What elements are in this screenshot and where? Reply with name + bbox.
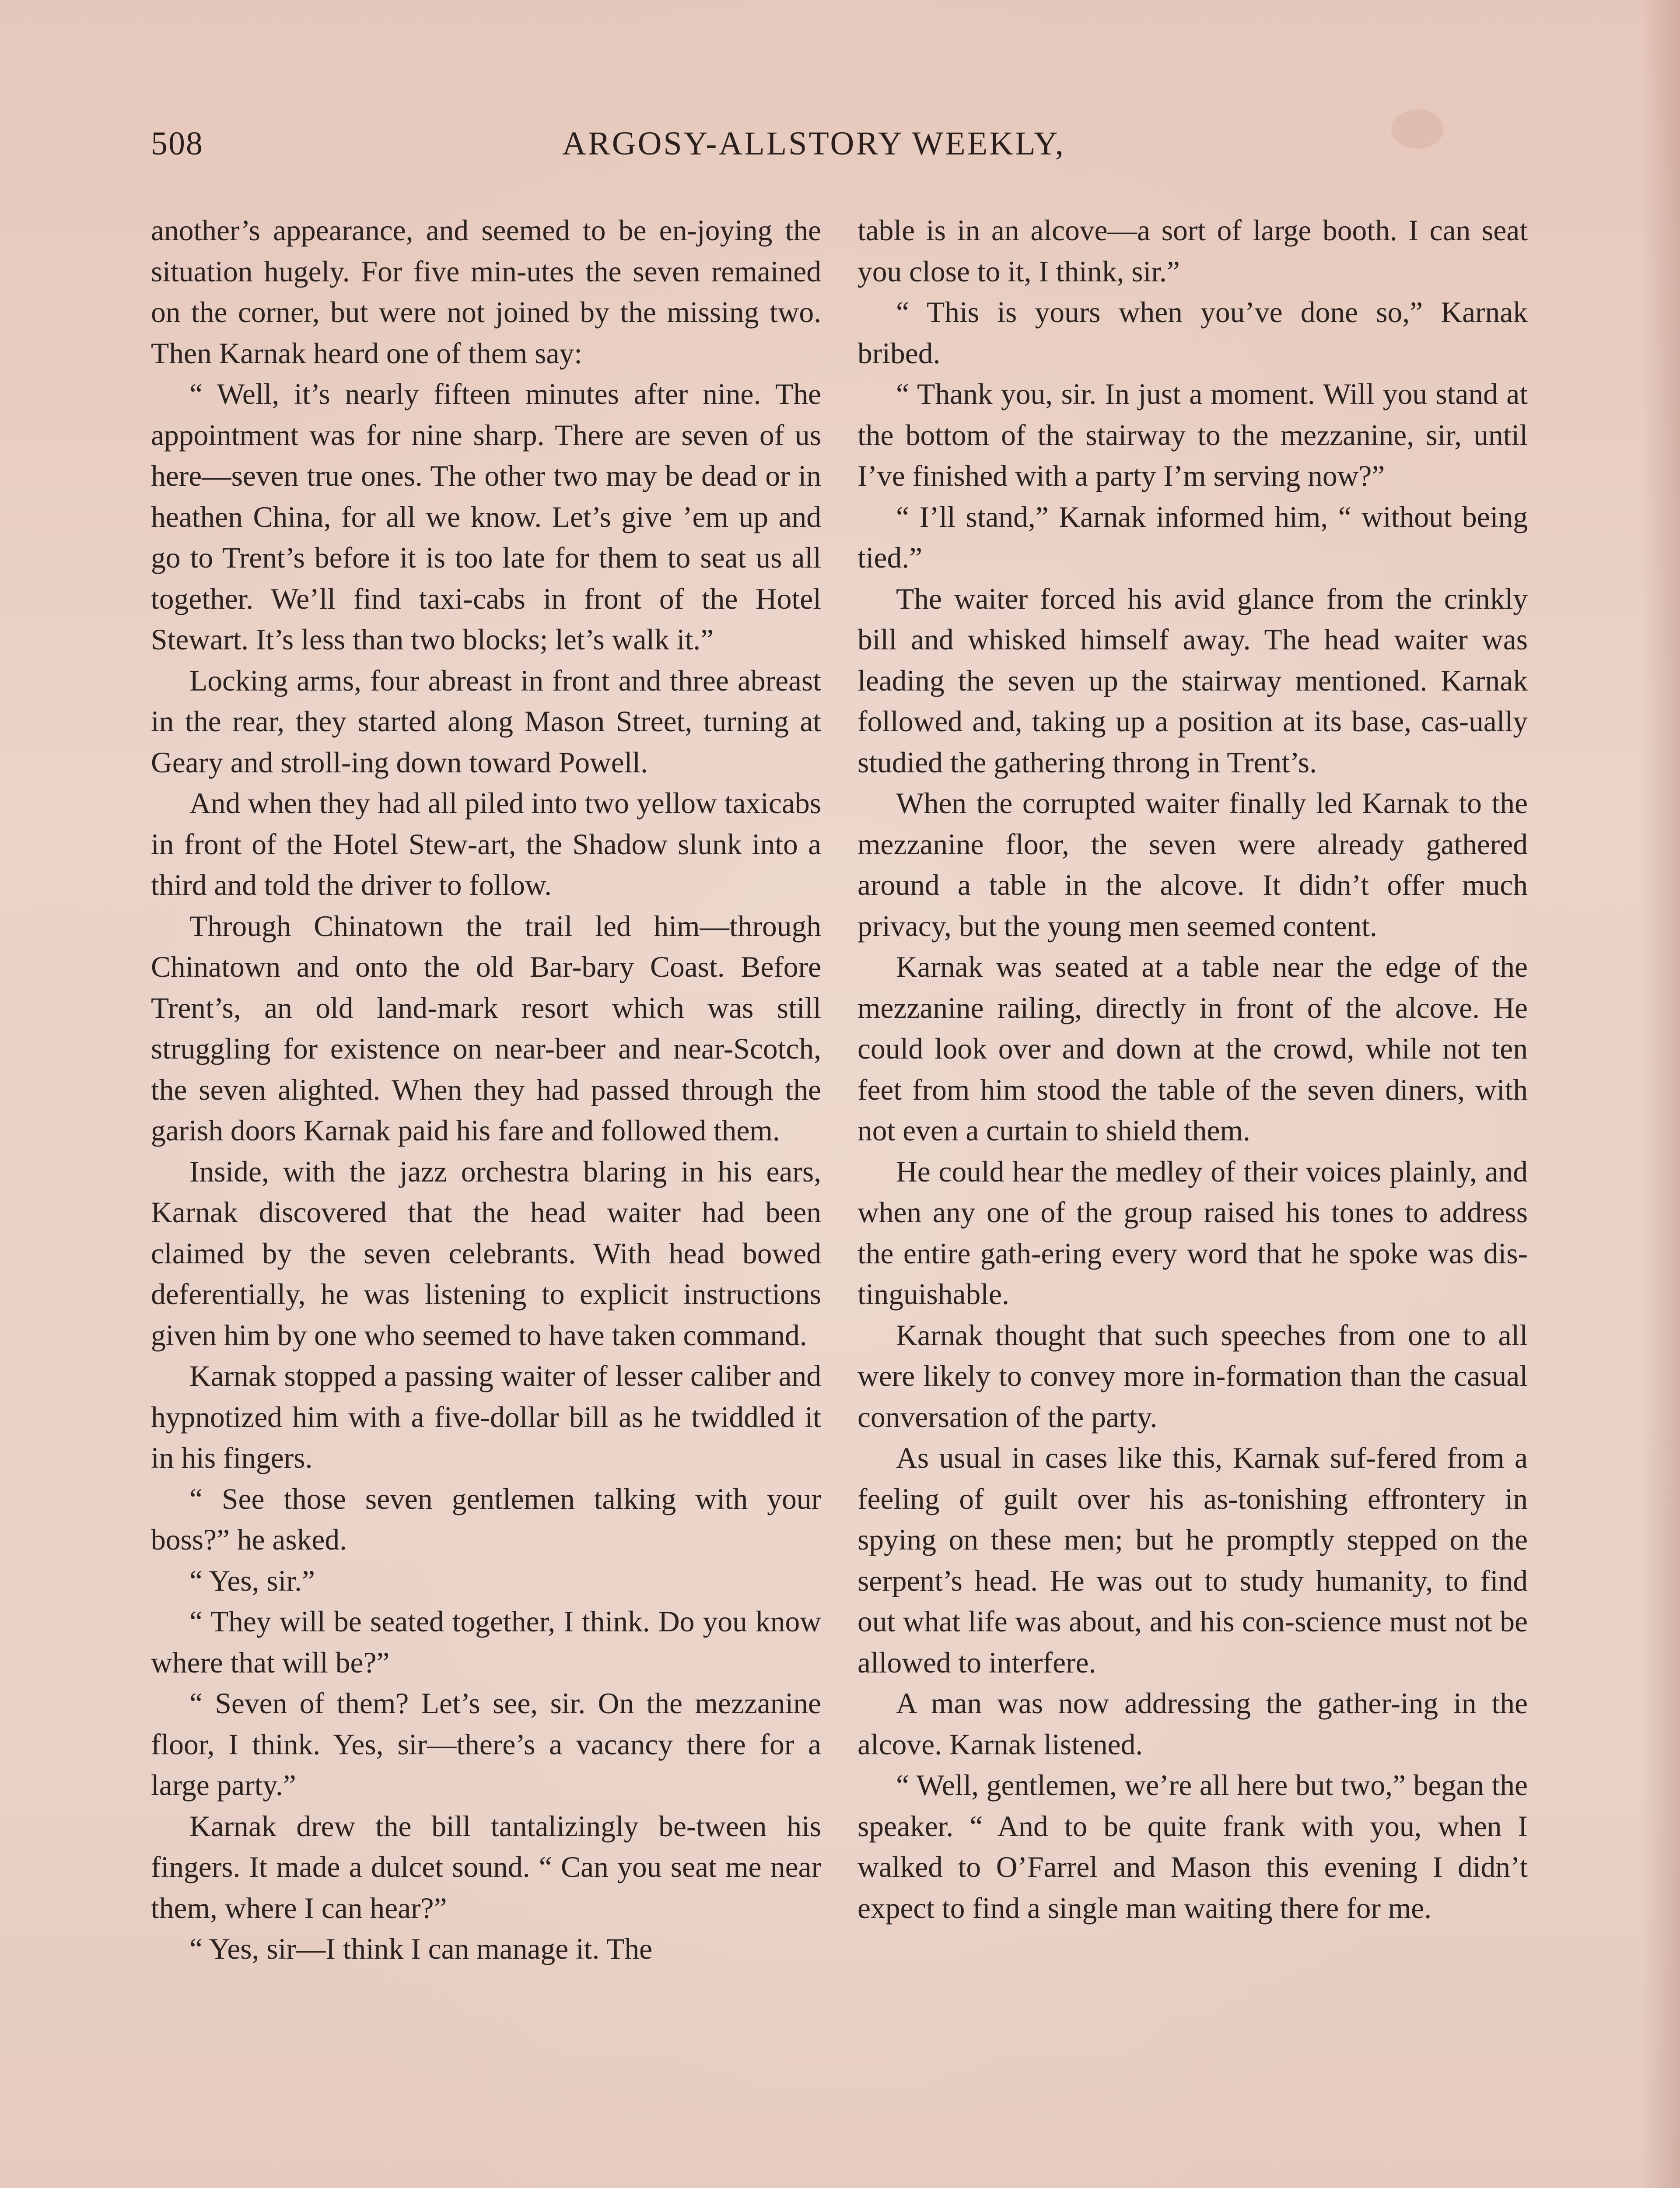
paragraph: “ Seven of them? Let’s see, sir. On the mezzanine floor, I think. Yes, sir—there’s a vacancy there for a large party.” <box>151 1687 821 1802</box>
paragraph: “ They will be seated together, I think. Do you know where that will be?” <box>151 1605 821 1679</box>
paragraph: “ Thank you, sir. In just a moment. Will you stand at the bottom of the stairway to the mezzanine, sir, until I’ve finished with a party I’m serving now?” <box>858 378 1528 492</box>
paragraph: Locking arms, four abreast in front and three abreast in the rear, they started along Mason Street, turning at Geary and stroll-ing down toward Powell. <box>151 664 821 779</box>
paragraph: “ Well, it’s nearly fifteen minutes after nine. The appointment was for nine sharp. There are seven of us here—seven true ones. The other two may be dead or in heathen China, for all we know. Let’s give ’em up and go to Trent’s before it is too late for them to seat us all together. We’ll find taxi-cabs in front of the Hotel Stewart. It’s less than two blocks; let’s walk it.” <box>151 378 821 656</box>
paragraph: another’s appearance, and seemed to be en-joying the situation hugely. For five min-utes the seven remained on the corner, but were not joined by the missing two. Then Karnak heard one of them say: <box>151 214 821 370</box>
page-header <box>151 125 1529 182</box>
paragraph: “ This is yours when you’ve done so,” Karnak bribed. <box>858 296 1528 370</box>
paragraph: Karnak was seated at a table near the edge of the mezzanine railing, directly in front of the alcove. He could look over and down at the crowd, while not ten feet from him stood the table of the seven diners, with not even a curtain to shield them. <box>858 950 1528 1147</box>
paragraph: The waiter forced his avid glance from the crinkly bill and whisked himself away. The head waiter was leading the seven up the stairway mentioned. Karnak followed and, taking up a position at its base, cas-ually studied the gathering throng in Trent’s. <box>858 582 1528 779</box>
paragraph: “ I’ll stand,” Karnak informed him, “ without being tied.” <box>858 500 1528 574</box>
paragraph: Karnak drew the bill tantalizingly be-tween his fingers. It made a dulcet sound. “ Can you seat me near them, where I can hear?” <box>151 1809 821 1925</box>
paragraph: Karnak stopped a passing waiter of lesser caliber and hypnotized him with a five-dollar bill as he twiddled it in his fingers. <box>151 1360 821 1474</box>
paragraph: As usual in cases like this, Karnak suf-fered from a feeling of guilt over his as-tonishing effrontery in spying on these men; but he promptly stepped on the serpent’s head. He was out to study humanity, to find out what life was about, and his con-science must not be allowed to interfere. <box>858 1441 1528 1679</box>
page-number: 508 <box>151 125 203 162</box>
text-column-left <box>151 210 821 1970</box>
running-head: ARGOSY-ALLSTORY WEEKLY, <box>562 125 1065 162</box>
page-edge-shadow <box>1641 0 1680 2188</box>
paragraph: “ Yes, sir—I think I can manage it. The <box>189 1932 652 1965</box>
paragraph: “ See those seven gentlemen talking with your boss?” he asked. <box>151 1482 821 1556</box>
paragraph: Through Chinatown the trail led him—through Chinatown and onto the old Bar-bary Coast. Before Trent’s, an old land-mark resort which was still struggling for existence on near-beer and near-Scotch, the seven alighted. When they had passed through the garish doors Karnak paid his fare and followed them. <box>151 909 821 1147</box>
paragraph: “ Yes, sir.” <box>189 1564 315 1597</box>
paragraph: “ Well, gentlemen, we’re all here but two,” began the speaker. “ And to be quite frank with you, when I walked to O’Farrel and Mason this evening I didn’t expect to find a single man waiting there for me. <box>858 1769 1528 1925</box>
paragraph: He could hear the medley of their voices plainly, and when any one of the group raised his tones to address the entire gath-ering every word that he spoke was dis-tinguishable. <box>858 1155 1528 1311</box>
paragraph: Karnak thought that such speeches from one to all were likely to convey more in-formation than the casual conversation of the party. <box>858 1318 1528 1434</box>
paragraph: When the corrupted waiter finally led Karnak to the mezzanine floor, the seven were already gathered around a table in the alcove. It didn’t offer much privacy, but the young men seemed content. <box>858 787 1528 943</box>
paragraph: Inside, with the jazz orchestra blaring in his ears, Karnak discovered that the head waiter had been claimed by the seven celebrants. With head bowed deferentially, he was listening to explicit instructions given him by one who seemed to have taken command. <box>151 1155 821 1352</box>
paragraph: And when they had all piled into two yellow taxicabs in front of the Hotel Stew-art, the Shadow slunk into a third and told the driver to follow. <box>151 787 821 901</box>
text-column-right <box>858 210 1528 1929</box>
paragraph: table is in an alcove—a sort of large booth. I can seat you close to it, I think, sir.” <box>858 214 1528 288</box>
paragraph: A man was now addressing the gather-ing in the alcove. Karnak listened. <box>858 1687 1528 1761</box>
